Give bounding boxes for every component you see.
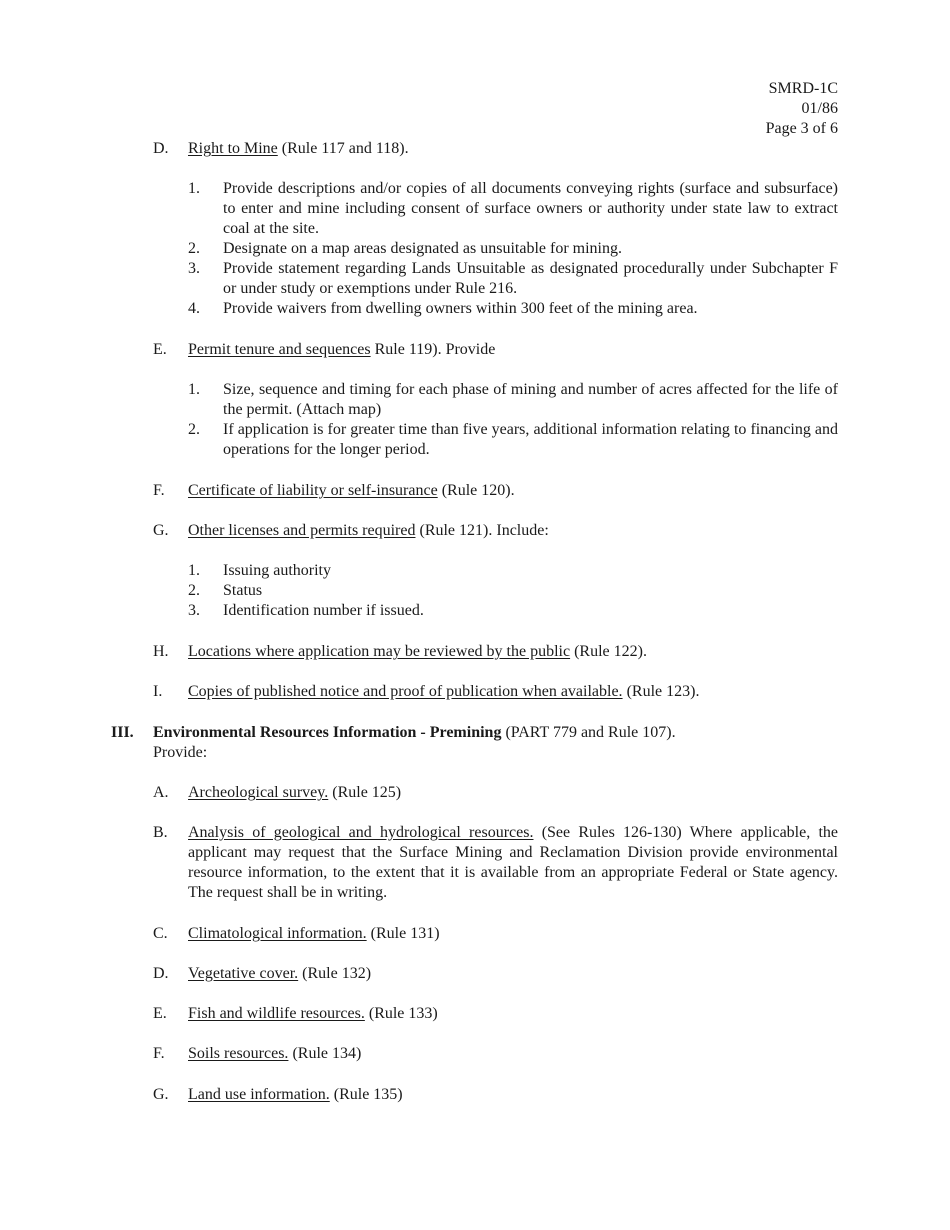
sub-item-text: Issuing authority: [223, 562, 331, 579]
sub-item-text: Designate on a map areas designated as unsuitable for mining.: [223, 240, 622, 257]
sub-item-number: 1.: [188, 180, 200, 197]
sub-item-number: 3.: [188, 260, 200, 277]
item-label: I.: [153, 683, 163, 700]
page-number: Page 3 of 6: [765, 120, 838, 137]
item-iii-b-geological: [153, 823, 838, 903]
sub-item-e2: [188, 420, 838, 460]
sub-item-text: Identification number if issued.: [223, 602, 424, 619]
item-d-right-to-mine: [153, 139, 838, 159]
sub-item-g1: [188, 561, 838, 581]
sub-item-number: 2.: [188, 240, 200, 257]
item-label: B.: [153, 824, 168, 841]
sub-item-text: Provide descriptions and/or copies of all documents conveying rights (surface and subsurface) to enter and mine including consent of surface owners or authority under state law to extract coal at the site.: [223, 180, 838, 237]
section-rule: (PART 779 and Rule 107).: [501, 724, 676, 741]
section-title: Environmental Resources Information - Premining: [153, 724, 502, 741]
item-iii-c-climatological: [153, 924, 838, 944]
sub-item-g2: [188, 581, 838, 601]
item-title: Other licenses and permits required: [188, 522, 416, 539]
sub-item-number: 2.: [188, 421, 200, 438]
item-title: Analysis of geological and hydrological resources.: [188, 824, 534, 841]
sub-item-d1: [188, 179, 838, 239]
item-rule: (Rule 133): [364, 1005, 438, 1022]
section-provide: Provide:: [153, 744, 208, 761]
sub-item-e1: [188, 380, 838, 420]
section-label: III.: [111, 724, 134, 741]
item-rule: (Rule 132): [298, 965, 372, 982]
sub-item-number: 1.: [188, 381, 200, 398]
item-h-locations: [153, 642, 838, 662]
sub-item-d3: [188, 259, 838, 299]
sub-item-text: Status: [223, 582, 263, 599]
item-rule: (Rule 122).: [570, 643, 647, 660]
sub-item-number: 4.: [188, 300, 200, 317]
item-rule: (Rule 131): [366, 925, 440, 942]
item-iii-f-soils: [153, 1044, 838, 1064]
sub-item-text: Provide statement regarding Lands Unsuitable as designated procedurally under Subchapter F or under study or exemptions under Rule 216.: [223, 260, 838, 297]
item-iii-d-vegetative: [153, 964, 838, 984]
item-iii-a-archeological: [153, 783, 838, 803]
item-i-published-notice: [153, 682, 838, 702]
item-title: Locations where application may be reviewed by the public: [188, 643, 571, 660]
item-title: Land use information.: [188, 1086, 330, 1103]
item-iii-e-fish-wildlife: [153, 1004, 838, 1024]
sub-item-number: 1.: [188, 562, 200, 579]
item-rule: Rule 119). Provide: [370, 341, 496, 358]
item-title: Vegetative cover.: [188, 965, 299, 982]
item-rule: (Rule 123).: [622, 683, 700, 700]
item-g-other-licenses: [153, 521, 838, 541]
item-label: E.: [153, 1005, 167, 1022]
item-f-certificate: [153, 481, 838, 501]
item-label: F.: [153, 1045, 165, 1062]
sub-item-text: Size, sequence and timing for each phase of mining and number of acres affected for the life of the permit. (Attach map): [223, 381, 838, 418]
item-label: F.: [153, 482, 165, 499]
section-iii-environmental: [111, 723, 838, 763]
item-label: D.: [153, 140, 169, 157]
sub-item-text: If application is for greater time than five years, additional information relating to financing and operations for the longer period.: [223, 421, 838, 458]
item-label: H.: [153, 643, 169, 660]
item-rule: (Rule 121). Include:: [415, 522, 549, 539]
item-e-permit-tenure: [153, 340, 838, 360]
sub-item-text: Provide waivers from dwelling owners within 300 feet of the mining area.: [223, 300, 698, 317]
item-title: Permit tenure and sequences: [188, 341, 371, 358]
item-label: A.: [153, 784, 169, 801]
item-rule: (Rule 120).: [437, 482, 515, 499]
item-title: Archeological survey.: [188, 784, 329, 801]
item-title: Climatological information.: [188, 925, 367, 942]
item-rule: (Rule 117 and 118).: [277, 140, 409, 157]
form-date: 01/86: [801, 100, 838, 117]
item-label: G.: [153, 522, 169, 539]
item-rule: (Rule 135): [329, 1086, 403, 1103]
item-title: Right to Mine: [188, 140, 278, 157]
form-id: SMRD-1C: [768, 80, 838, 97]
item-label: G.: [153, 1086, 169, 1103]
sub-item-number: 2.: [188, 582, 200, 599]
sub-item-d4: [188, 299, 838, 319]
item-label: E.: [153, 341, 167, 358]
sub-item-number: 3.: [188, 602, 200, 619]
sub-item-g3: [188, 601, 838, 621]
item-label: D.: [153, 965, 169, 982]
sub-item-d2: [188, 239, 838, 259]
item-body: (See Rules 126-130) Where applicable, the applicant may request that the Surface Mining and Reclamation Division provide environmental resource information, to the extent that it is available from an appropriate Federal or State agency. The request shall be in writing.: [188, 824, 838, 901]
item-iii-g-land-use: [153, 1085, 838, 1105]
item-title: Soils resources.: [188, 1045, 289, 1062]
item-rule: (Rule 134): [288, 1045, 362, 1062]
page-header: [766, 79, 838, 139]
item-title: Certificate of liability or self-insurance: [188, 482, 438, 499]
item-rule: (Rule 125): [328, 784, 402, 801]
item-title: Fish and wildlife resources.: [188, 1005, 365, 1022]
item-title: Copies of published notice and proof of publication when available.: [188, 683, 623, 700]
item-label: C.: [153, 925, 168, 942]
